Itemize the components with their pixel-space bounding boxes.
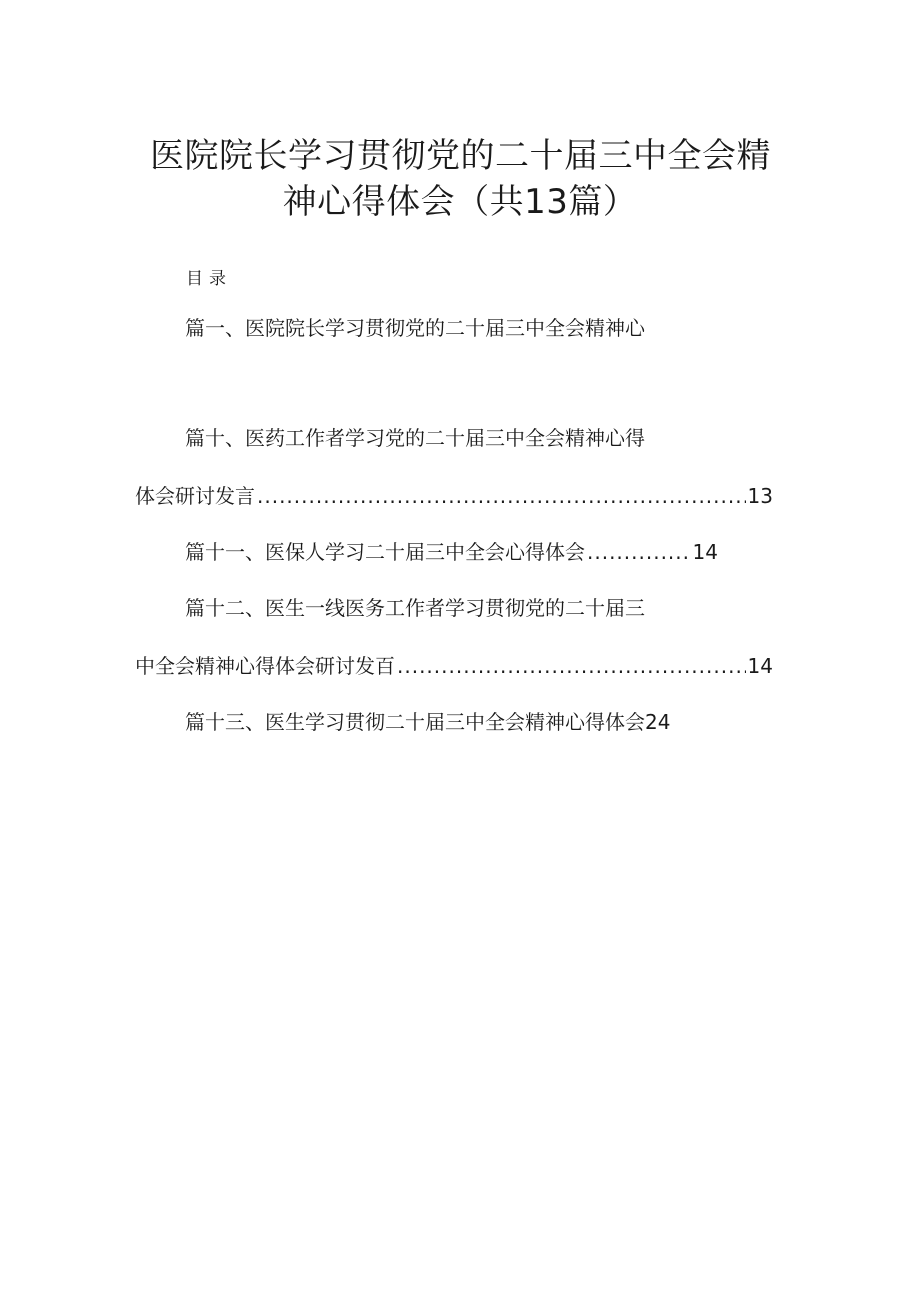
dot-leader — [257, 486, 746, 506]
toc-entry-11-page: 14 — [692, 540, 718, 564]
toc-entry-1-line-1[interactable]: 篇一、医院院长学习贯彻党的二十届三中全会精神心 — [185, 316, 645, 340]
toc-entry-11-text: 篇十一、医保人学习二十届三中全会心得体会 — [185, 540, 585, 564]
dot-leader — [397, 656, 746, 676]
toc-entry-12-text: 中全会精神心得体会研讨发百 — [135, 654, 395, 678]
toc-entry-12-line-1[interactable]: 篇十二、医生一线医务工作者学习贯彻党的二十届三 — [185, 596, 645, 620]
toc-entry-13[interactable] — [185, 712, 670, 732]
dot-leader — [587, 542, 691, 562]
toc-entry-10-page: 13 — [747, 484, 773, 508]
toc-entry-10-line-1[interactable]: 篇十、医药工作者学习党的二十届三中全会精神心得 — [185, 426, 645, 450]
toc-entry-12-line-2[interactable] — [135, 656, 773, 676]
toc-entry-10-line-2[interactable] — [135, 486, 773, 506]
document-title-line-2: 神心得体会（共13篇） — [282, 182, 638, 222]
toc-entry-10-text: 体会研讨发言 — [135, 484, 255, 508]
toc-entry-11[interactable] — [185, 542, 718, 562]
toc-heading: 目录 — [186, 269, 232, 289]
toc-entry-13-text: 篇十三、医生学习贯彻二十届三中全会精神心得体会 — [185, 710, 645, 734]
document-title-line-1: 医院院长学习贯彻党的二十届三中全会精 — [150, 136, 771, 176]
toc-entry-12-page: 14 — [747, 654, 773, 678]
toc-entry-13-page: 24 — [645, 710, 671, 734]
